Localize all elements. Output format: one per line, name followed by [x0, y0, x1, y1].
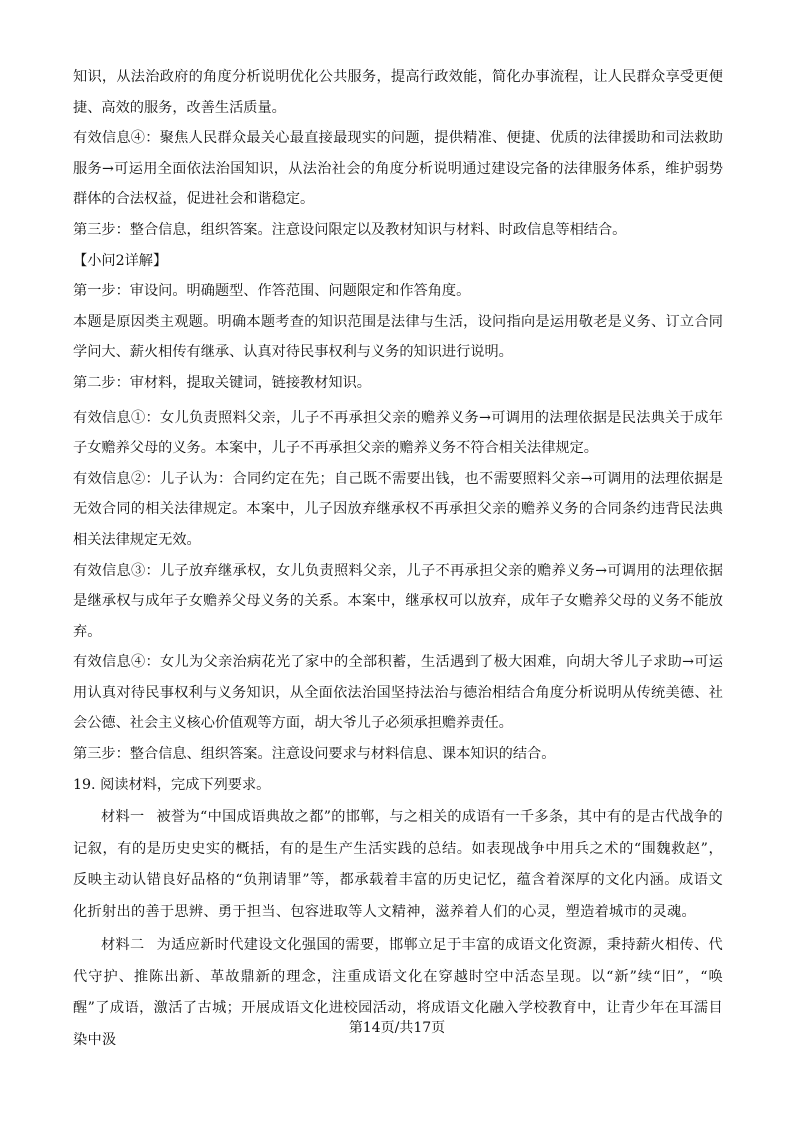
- question-title: 19. 阅读材料，完成下列要求。: [73, 776, 271, 793]
- material-text: 为适应新时代建设文化强国的需要，邯郸立足于丰富的成语文化资源，秉持薪火相传、代代守护、推陈出新、革故鼎新的理念，注重成语文化在穿越时空中活态呈现。以“新”续“旧”，“唤醒”了成语，激活了古城；开展成语文化进校园活动，将成语文化融入学校教育中，让青少年在耳濡目染中汲: [73, 937, 723, 1048]
- page-content: [73, 62, 723, 1056]
- paragraph: 第一步：审设问。明确题型、作答范围、问题限定和作答角度。: [73, 283, 471, 300]
- paragraph: 有效信息④：聚焦人民群众最关心最直接最现实的问题，提供精准、便捷、优质的法律援助和司法救助服务→可运用全面依法治国知识，从法治社会的角度分析说明通过建设完备的法律服务体系，维护弱势群体的合法权益，促进社会和谐稳定。: [73, 130, 723, 208]
- paragraph: 第三步：整合信息，组织答案。注意设问限定以及教材知识与材料、时政信息等相结合。: [73, 221, 627, 238]
- material-text: 被誉为“中国成语典故之都”的邯郸，与之相关的成语有一千多条，其中有的是古代战争的记叙，有的是历史史实的概括，有的是生产生活实践的总结。如表现战争中用兵之术的“围魏救赵”，反映主动认错良好品格的“负荆请罪”等，都承载着丰富的历史记忆，蕴含着深厚的文化内涵。成语文化折射出的善于思辨、勇于担当、包容进取等人文精神，滋养着人们的心灵，塑造着城市的灵魂。: [73, 809, 723, 920]
- paragraph: 知识，从法治政府的角度分析说明优化公共服务，提高行政效能，简化办事流程，让人民群众享受更便捷、高效的服务，改善生活质量。: [73, 69, 723, 116]
- material-paragraph: [73, 930, 723, 1056]
- paragraph: 本题是原因类主观题。明确本题考查的知识范围是法律与生活，设问指向是运用敬老是义务、订立合同学问大、薪火相传有继承、认真对待民事权利与义务的知识进行说明。: [73, 313, 723, 361]
- paragraph: 有效信息②：儿子认为：合同约定在先；自己既不需要出钱，也不需要照料父亲→可调用的法理依据是无效合同的相关法律规定。本案中，儿子因放弃继承权不再承担父亲的赡养义务的合同条约违背民法典相关法律规定无效。: [73, 470, 723, 548]
- paragraph: 有效信息④：女儿为父亲治病花光了家中的全部积蓄，生活遇到了极大困难，向胡大爷儿子求助→可运用认真对待民事权利与义务知识，从全面依法治国坚持法治与德治相结合角度分析说明从传统美德、社会公德、社会主义核心价值观等方面，胡大爷儿子必须承担赡养责任。: [73, 654, 723, 732]
- material-label: 材料一: [101, 809, 145, 826]
- material-label: 材料二: [101, 937, 145, 954]
- paragraph: 有效信息③：儿子放弃继承权，女儿负责照料父亲，儿子不再承担父亲的赡养义务→可调用的法理依据是继承权与成年子女赡养父母义务的关系。本案中，继承权可以放弃，成年子女赡养父母的义务不能放弃。: [73, 562, 723, 640]
- section-heading: 【小问2详解】: [73, 252, 168, 269]
- page-number-footer: 第14页/共17页: [348, 1020, 446, 1036]
- paragraph: 第二步：审材料，提取关键词，链接教材知识。: [73, 374, 371, 391]
- paragraph: 第三步：整合信息、组织答案。注意设问要求与材料信息、课本知识的结合。: [73, 746, 556, 763]
- paragraph: 有效信息①：女儿负责照料父亲，儿子不再承担父亲的赡养义务→可调用的法理依据是民法典关于成年子女赡养父母的义务。本案中，儿子不再承担父亲的赡养义务不符合相关法律规定。: [73, 409, 723, 457]
- material-paragraph: [73, 802, 723, 928]
